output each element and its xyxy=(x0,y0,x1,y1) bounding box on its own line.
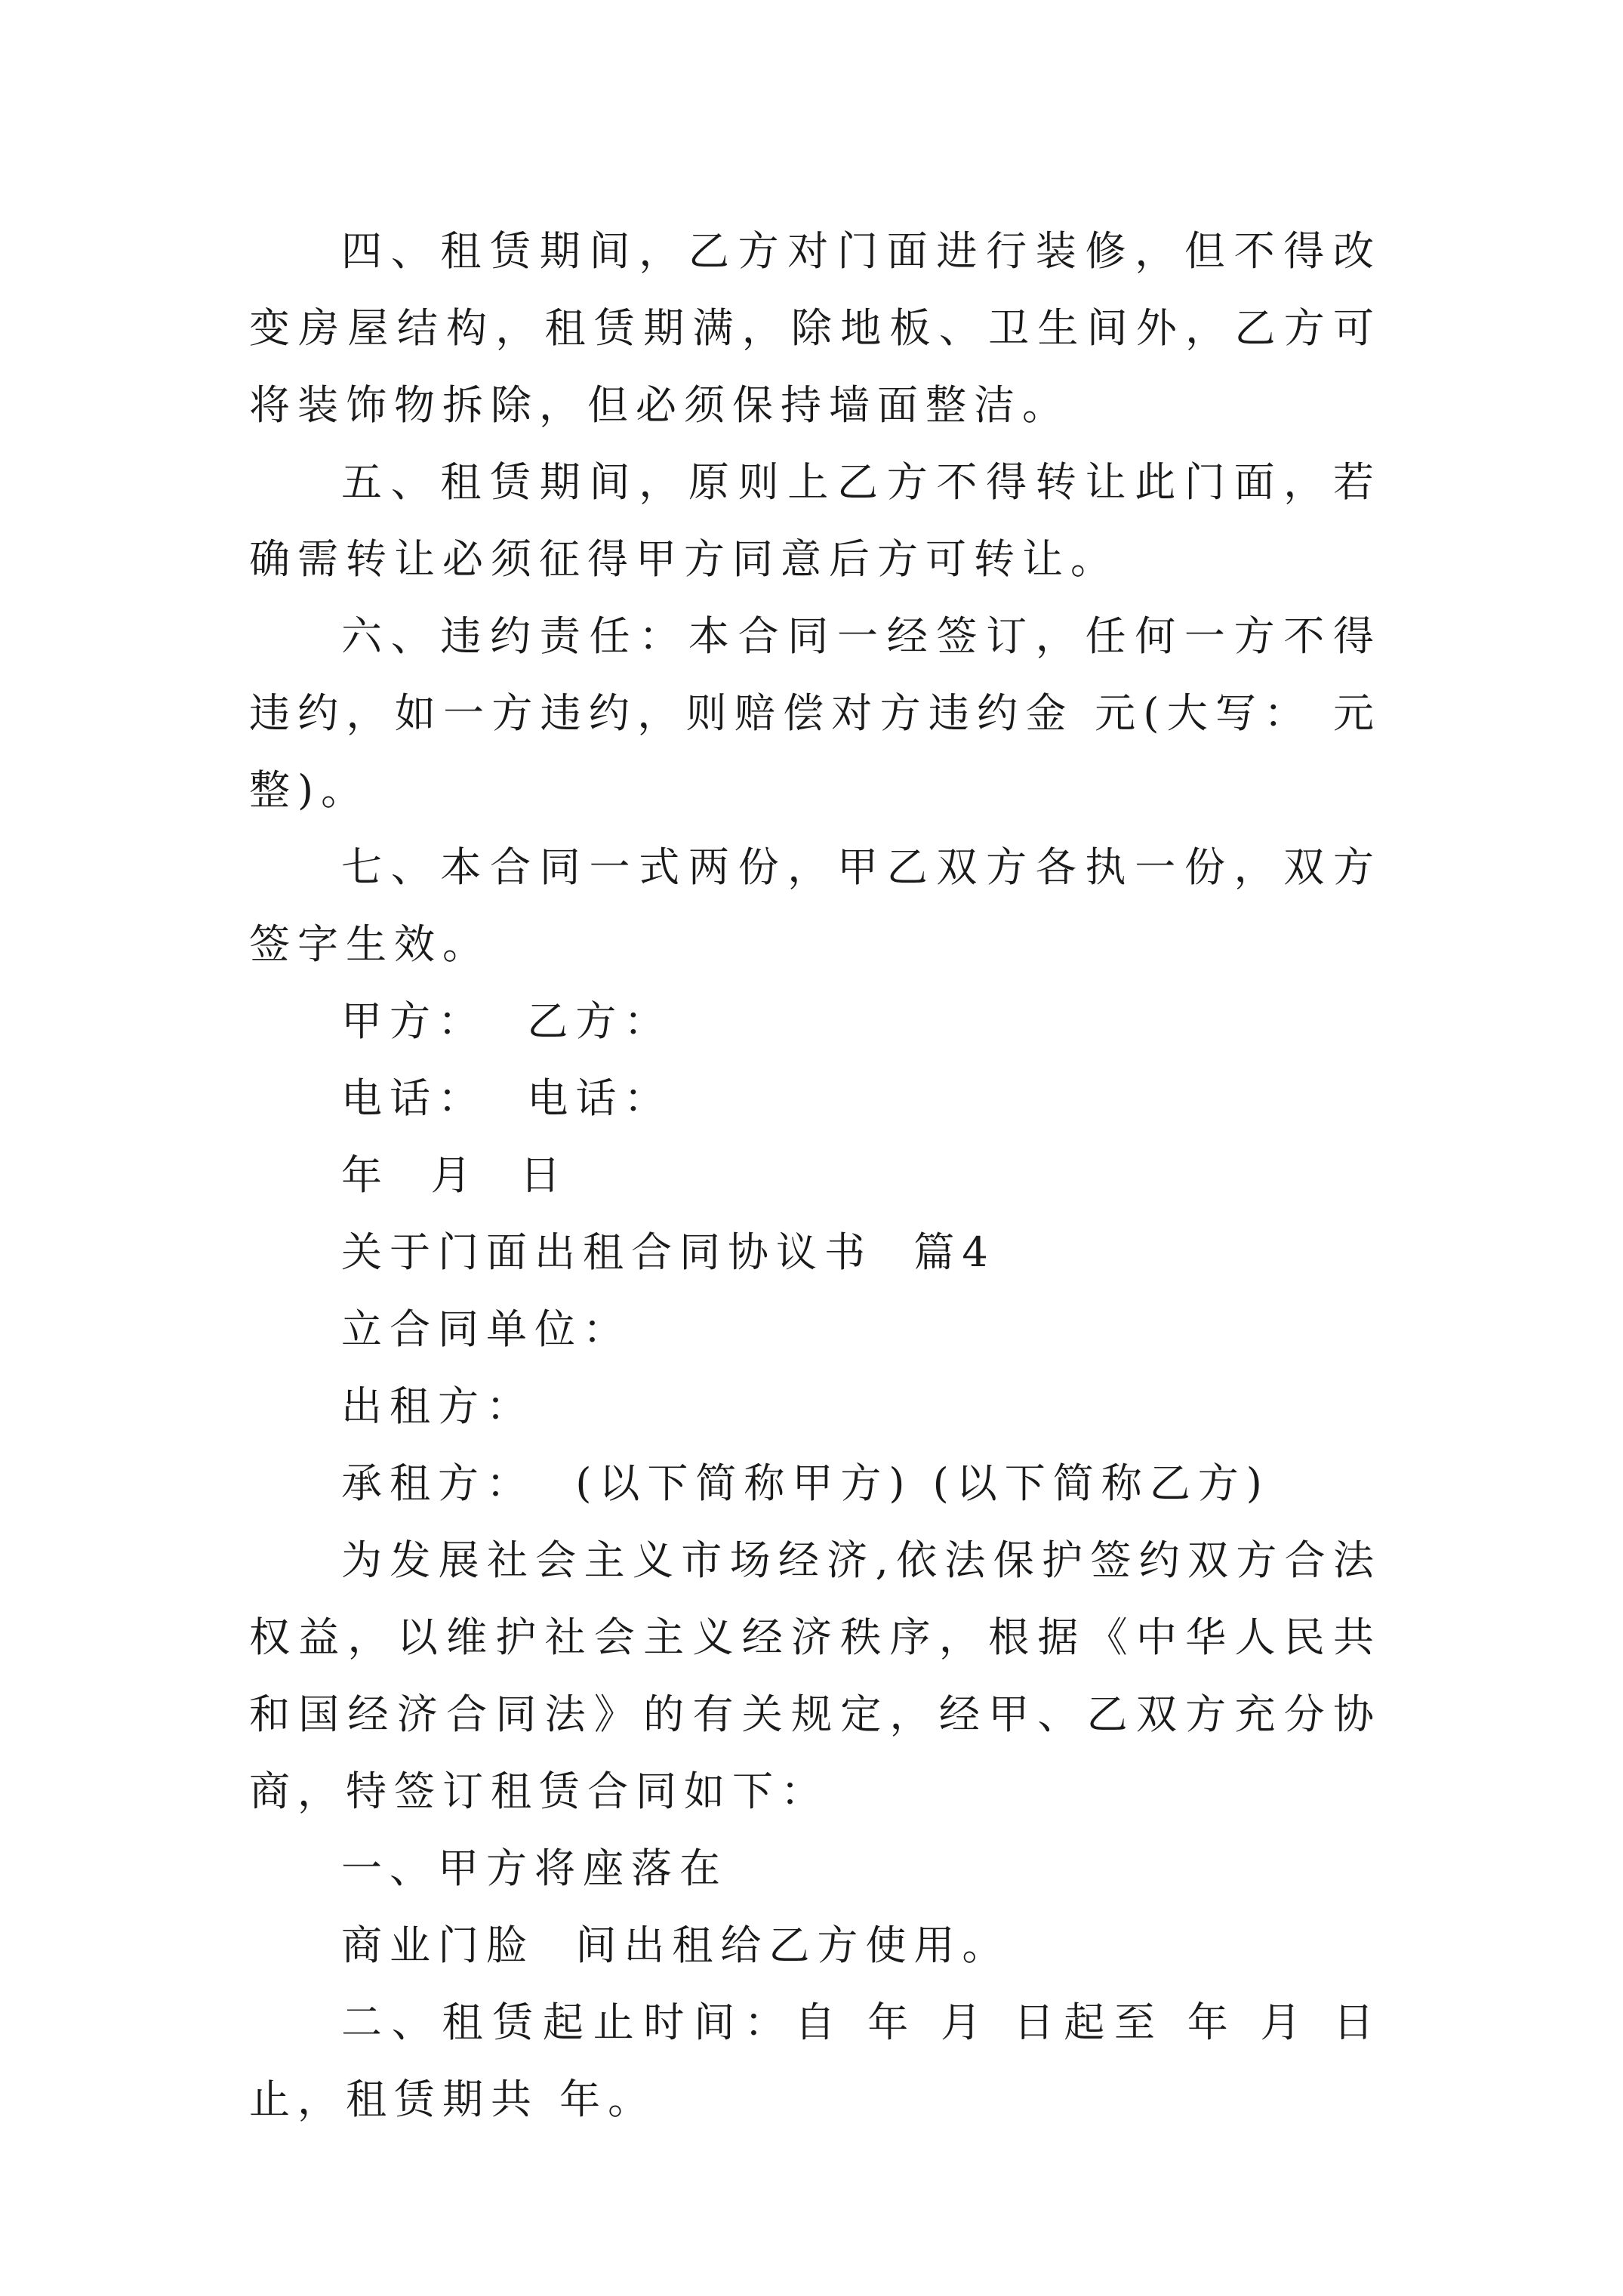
clause-six: 六、违约责任：本合同一经签订，任何一方不得违约，如一方违约，则赔偿对方违约金 元(大写： 元整)。 xyxy=(249,612,1381,814)
clause-seven: 七、本合同一式两份，甲乙双方各执一份，双方签字生效。 xyxy=(249,843,1381,968)
section-title: 关于门面出租合同协议书 篇4 xyxy=(341,1228,996,1276)
lessor-line: 出租方： xyxy=(341,1382,534,1430)
signature-phone-line: 电话： 电话： xyxy=(341,1074,673,1122)
preamble-paragraph: 为发展社会主义市场经济,依法保护签约双方合法权益，以维护社会主义经济秩序，根据《中华人民共和国经济合同法》的有关规定，经甲、乙双方充分协商，特签订租赁合同如下： xyxy=(249,1536,1381,1815)
document-page xyxy=(249,213,1381,2138)
lessee-line: 承租方： (以下简称甲方) (以下简称乙方) xyxy=(341,1459,1270,1507)
clause-one-continued: 商业门脸 间出租给乙方使用。 xyxy=(341,1922,1011,1969)
signature-date-line: 年 月 日 xyxy=(341,1151,568,1199)
clause-one-line: 一、甲方将座落在 xyxy=(341,1845,728,1892)
contract-unit-line: 立合同单位： xyxy=(341,1305,631,1353)
clause-four: 四、租赁期间，乙方对门面进行装修，但不得改变房屋结构，租赁期满，除地板、卫生间外，乙方可将装饰物拆除，但必须保持墙面整洁。 xyxy=(249,227,1381,429)
clause-two: 二、租赁起止时间：自 年 月 日起至 年 月 日止，租赁期共 年。 xyxy=(249,1999,1381,2123)
signature-party-line: 甲方： 乙方： xyxy=(341,997,673,1045)
clause-five: 五、租赁期间，原则上乙方不得转让此门面，若确需转让必须征得甲方同意后方可转让。 xyxy=(249,458,1381,583)
